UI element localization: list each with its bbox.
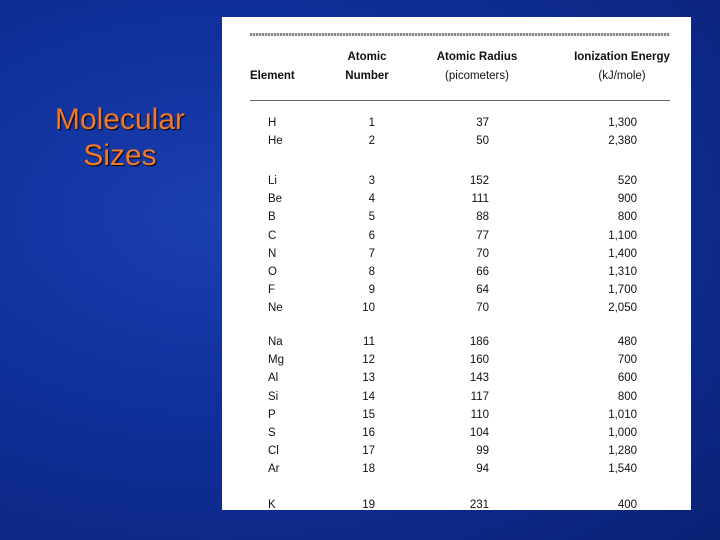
cell-atomic-radius: 99 [476,445,489,458]
cell-ionization-energy: 1,300 [608,117,637,129]
cell-element: P [268,408,276,421]
cell-atomic-radius: 64 [476,284,489,297]
cell-atomic-radius: 152 [469,175,489,187]
cell-ionization-energy: 1,100 [608,229,637,242]
cell-ionization-energy: 2,050 [608,302,637,315]
cell-element: Mg [268,354,284,367]
slide-title-line1: Molecular [54,103,186,136]
cell-atomic-number: 12 [362,354,375,367]
table-row [222,460,691,479]
cell-atomic-radius: 70 [476,247,489,260]
slide-title [30,102,210,174]
table-row [222,172,691,191]
table-row [222,114,691,133]
cell-atomic-radius: 104 [469,427,489,439]
table-row [222,245,691,264]
header-ion-line1: Ionization Energy [574,51,670,63]
cell-atomic-number: 18 [362,463,375,476]
cell-atomic-radius: 186 [469,336,489,348]
cell-ionization-energy: 400 [617,499,637,511]
cell-element: Al [268,372,279,385]
slide-title-line2: Sizes [83,139,157,172]
table-row [222,369,691,388]
cell-ionization-energy: 480 [617,336,637,348]
top-rule [250,33,670,36]
cell-atomic-number: 10 [362,302,375,315]
cell-ionization-energy: 1,310 [608,266,637,278]
table-row [222,299,691,318]
cell-element: Si [268,390,279,403]
cell-atomic-number: 9 [368,284,375,297]
cell-atomic-radius: 94 [476,463,489,476]
cell-atomic-number: 14 [362,390,375,403]
cell-atomic-number: 1 [368,117,375,129]
table-row [222,406,691,425]
cell-atomic-radius: 143 [469,372,489,385]
cell-atomic-radius: 50 [476,135,489,148]
cell-atomic-radius: 88 [476,211,489,224]
cell-element: Ar [268,463,280,476]
cell-atomic-number: 7 [368,247,375,260]
cell-ionization-energy: 900 [617,193,637,206]
table-row [222,496,691,515]
cell-ionization-energy: 800 [617,211,637,224]
table-row [222,333,691,352]
cell-atomic-number: 19 [362,499,375,511]
cell-ionization-energy: 800 [617,390,637,403]
cell-atomic-radius: 37 [476,117,489,129]
cell-atomic-radius: 231 [469,499,489,511]
cell-ionization-energy: 1,000 [608,427,637,439]
cell-element: K [268,499,276,511]
cell-element: F [268,284,276,297]
cell-element: O [268,266,277,278]
cell-ionization-energy: 1,280 [608,445,637,458]
cell-atomic-radius: 70 [476,302,489,315]
cell-element: Li [268,175,277,187]
cell-atomic-number: 11 [363,336,375,348]
cell-element: B [268,211,276,224]
cell-ionization-energy: 2,380 [608,135,637,148]
table-row [222,351,691,370]
cell-ionization-energy: 700 [617,354,637,367]
cell-atomic-number: 6 [368,229,375,242]
cell-atomic-number: 3 [368,175,375,187]
cell-atomic-radius: 77 [476,229,489,242]
cell-element: Ne [268,302,283,315]
header-ion-line2: (kJ/mole) [598,70,646,82]
cell-atomic-number: 2 [368,135,375,148]
cell-ionization-energy: 600 [617,372,637,385]
cell-element: H [268,117,277,129]
table-row [222,132,691,151]
cell-element: C [268,229,277,242]
cell-element: N [268,247,277,260]
table-row [222,424,691,443]
cell-atomic-radius: 66 [476,266,489,278]
cell-ionization-energy: 1,010 [608,408,637,421]
table-row [222,263,691,282]
cell-atomic-number: 5 [368,211,375,224]
header-atomic-line2: Number [345,70,389,82]
cell-atomic-radius: 160 [469,354,489,367]
cell-atomic-number: 13 [362,372,375,385]
cell-atomic-number: 4 [368,193,375,206]
cell-ionization-energy: 1,700 [608,284,637,297]
cell-atomic-number: 15 [362,408,375,421]
table-row [222,227,691,246]
cell-atomic-number: 8 [368,266,375,278]
cell-atomic-radius: 117 [470,390,489,403]
table-row [222,190,691,209]
table-row [222,208,691,227]
header-atomic-line1: Atomic [347,51,387,63]
cell-atomic-number: 17 [362,445,375,458]
header-radius-line2: (picometers) [445,70,509,82]
table-row [222,281,691,300]
cell-atomic-radius: 110 [470,408,489,421]
cell-element: Cl [268,445,279,458]
cell-ionization-energy: 520 [617,175,637,187]
header-rule [250,100,670,101]
cell-ionization-energy: 1,540 [608,463,637,476]
cell-element: S [268,427,276,439]
cell-ionization-energy: 1,400 [608,247,637,260]
table-row [222,388,691,407]
cell-element: Na [268,336,283,348]
cell-atomic-number: 16 [362,427,375,439]
cell-element: He [268,135,283,148]
cell-atomic-radius: 111 [471,193,489,206]
header-element: Element [250,70,295,82]
header-radius-line1: Atomic Radius [436,51,518,63]
periodic-data-table [222,17,691,510]
cell-element: Be [268,193,283,206]
table-row [222,442,691,461]
